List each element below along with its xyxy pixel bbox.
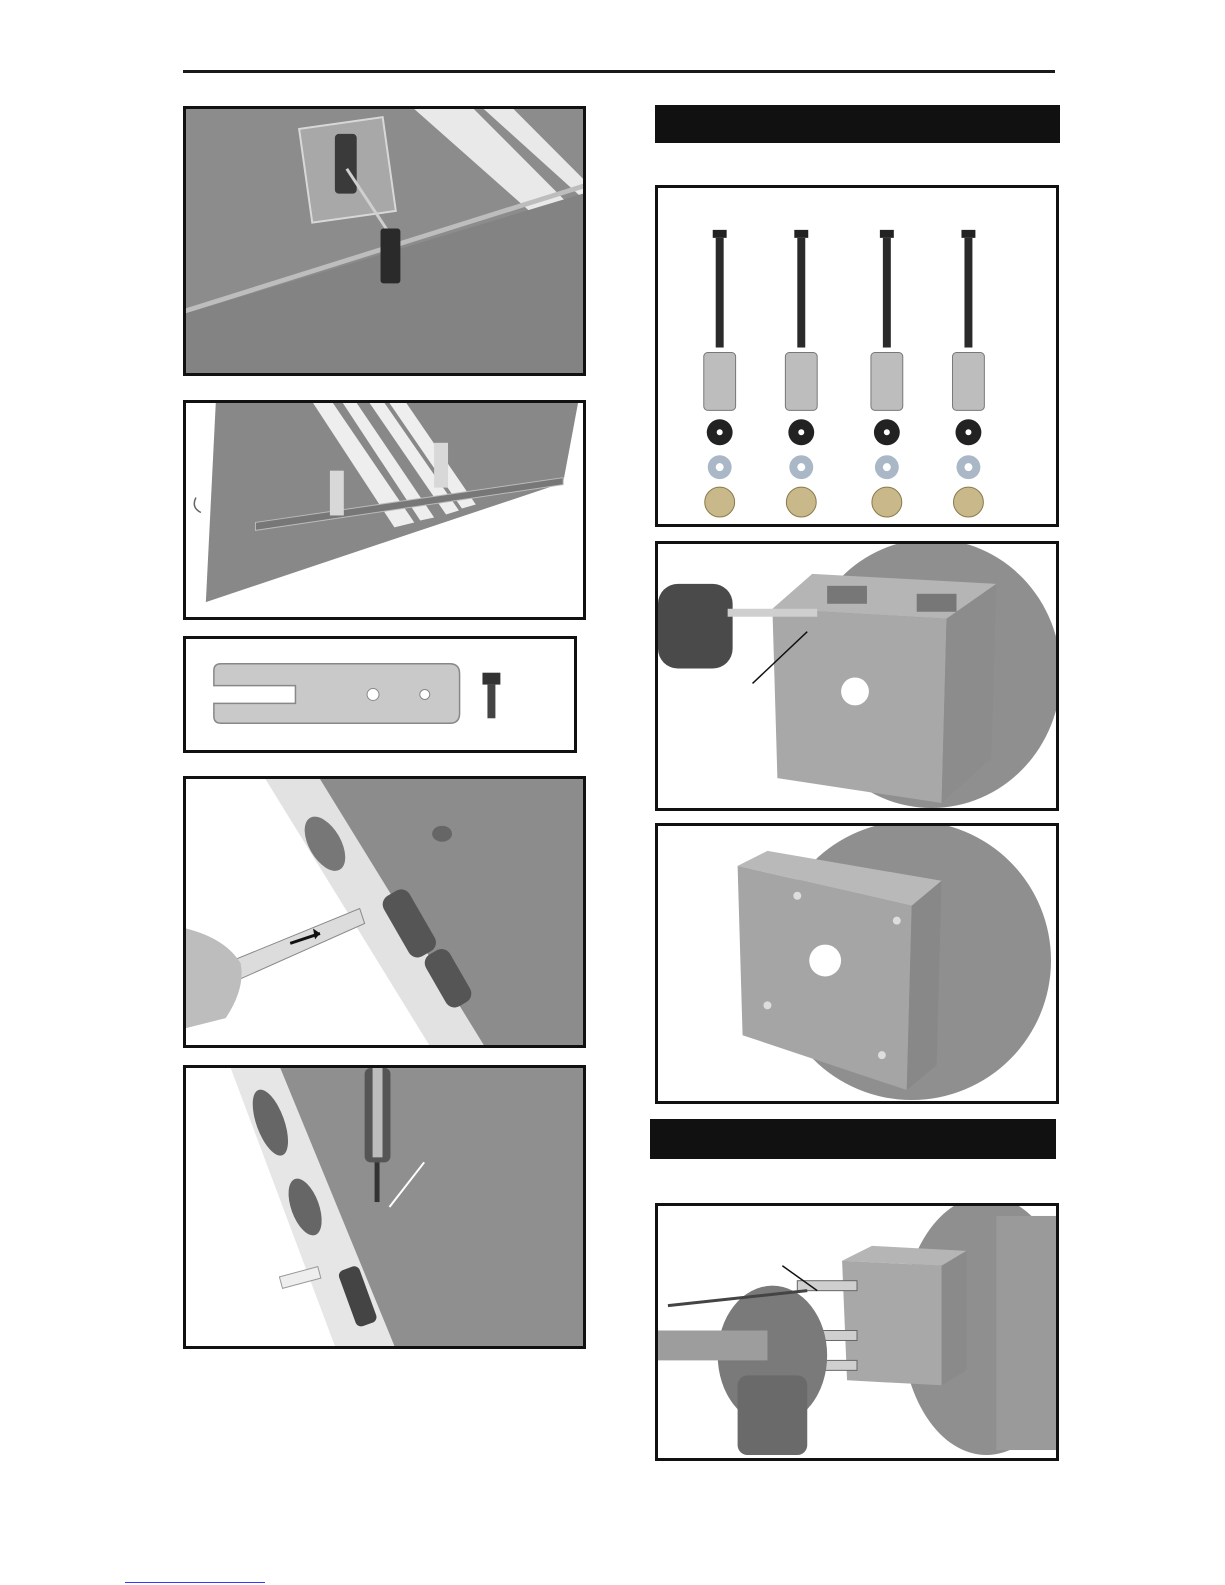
drill-icon	[658, 544, 1056, 808]
bolts-icon	[658, 188, 1056, 524]
firewall-box-icon	[658, 826, 1056, 1101]
engine-icon	[658, 1206, 1056, 1458]
joiner-plate-icon	[186, 639, 574, 750]
drilling-firewall-box-photo	[655, 541, 1059, 811]
hand-icon	[186, 779, 583, 1045]
wing-joiner-tool-photo	[183, 636, 577, 753]
engine-mount-hardware-photo	[655, 185, 1059, 527]
wing-icon	[186, 403, 583, 617]
servo-linkage-icon	[186, 109, 583, 373]
section-bar-engine-mount	[655, 105, 1060, 143]
screwdriver-icon	[186, 1068, 583, 1346]
engine-installation-photo	[655, 1203, 1059, 1461]
footer-link-underline	[125, 1582, 265, 1583]
screwdriver-photo	[183, 1065, 586, 1349]
section-bar-engine-install	[650, 1119, 1056, 1159]
wing-panel-photo	[183, 400, 586, 620]
aileron-servo-hatch-photo	[183, 106, 586, 376]
joiner-insertion-photo	[183, 776, 586, 1048]
header-rule	[183, 70, 1055, 73]
firewall-box-photo	[655, 823, 1059, 1104]
